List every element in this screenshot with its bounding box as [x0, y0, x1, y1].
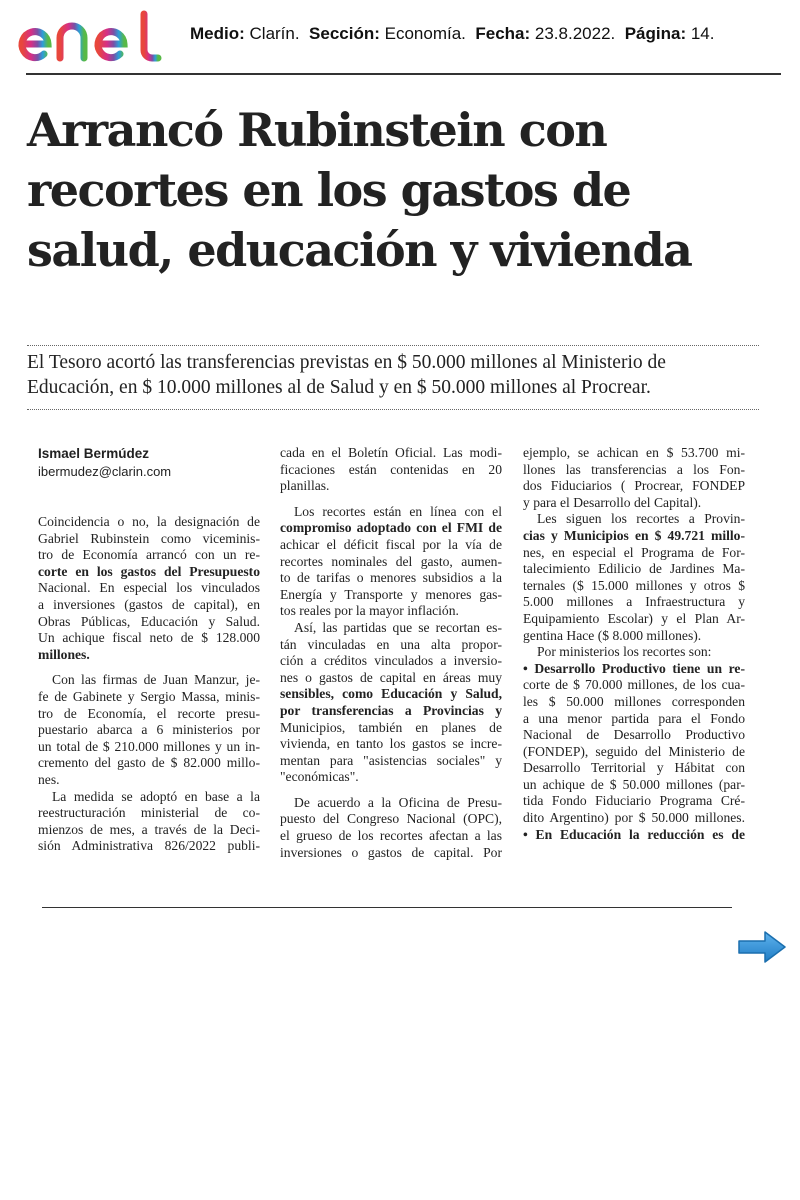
text-line: llones las transferencias a los Fon- — [523, 461, 745, 477]
text-line: Un achique fiscal neto de $ 128.000 — [38, 630, 260, 646]
text-line: ejemplo, se achican en $ 53.700 mi- — [523, 445, 745, 460]
text-line: nes. — [38, 771, 60, 787]
text-line: Nacional de Desarrollo Productivo — [523, 727, 745, 743]
fecha-value: 23.8.2022. — [534, 24, 616, 43]
text-line: tida Fondo Fiduciario Programa Cré- — [523, 793, 745, 809]
article-column-1 — [38, 445, 260, 855]
text-line: "económicas". — [280, 769, 359, 785]
text-line: Así, las partidas que se recortan es- — [294, 619, 502, 635]
text-line: tos reales por la mayor inflación. — [280, 603, 459, 619]
text-line: el grueso de los recortes afectan a las — [280, 828, 502, 844]
text-line: De acuerdo a la Oficina de Presu- — [294, 794, 502, 810]
text-line: (FONDEP), seguido del Ministerio de — [523, 743, 745, 759]
text-line: un total de $ 210.000 millones y un in- — [38, 738, 260, 754]
text-line: tro de Economía, el recorte presu- — [38, 705, 260, 721]
lede-divider-bottom — [27, 409, 759, 410]
text-line: a inversiones (gastos de capital), en — [38, 596, 260, 612]
text-line: Por ministerios los recortes son: — [537, 644, 712, 660]
text-line: compromiso adoptado con el FMI de — [280, 520, 502, 536]
text-line: achicar el déficit fiscal por la vía de — [280, 536, 502, 552]
medio-label: Medio: — [190, 24, 245, 43]
text-line: cremento del gasto de $ 82.000 millo- — [38, 755, 260, 771]
article-column-2 — [280, 445, 502, 861]
text-line: sión Administrativa 826/2022 publi- — [38, 838, 260, 854]
text-line: fe de Gabinete y Sergio Massa, minis- — [38, 688, 260, 704]
text-line: ción a créditos vinculados a inversio- — [280, 653, 502, 669]
text-line: mienzos de mes, a través de la Deci- — [38, 821, 260, 837]
source-header — [190, 24, 714, 44]
text-line: recortes nominales del gasto, aumen- — [280, 553, 502, 569]
text-line: un achique de $ 50.000 millones (par- — [523, 776, 745, 792]
headline-line: recortes en los gastos de — [27, 163, 631, 217]
text-line: corte en los gastos del Presupuesto — [38, 563, 260, 579]
text-line: • Desarrollo Productivo tiene un re- — [523, 660, 745, 676]
text-line: tro de Economía arrancó con un re- — [38, 547, 260, 563]
pagina-label: Página: — [624, 24, 687, 43]
text-line: ternales ($ 15.000 millones y otros $ — [523, 577, 745, 593]
text-line: corte de $ 70.000 millones, de los cua- — [523, 677, 745, 693]
text-line: Municipios, también en planes de — [280, 719, 502, 735]
text-line: vivienda, en tanto los gastos se incre- — [280, 736, 502, 752]
text-line: Desarrollo Territorial y Hábitat con — [523, 760, 745, 776]
lede — [27, 350, 767, 400]
footer-divider — [42, 907, 732, 908]
text-line: • En Educación la reducción es de — [523, 826, 745, 842]
text-line: planillas. — [280, 478, 330, 494]
text-line: gentina Hace ($ 8.000 millones). — [523, 627, 702, 643]
text-line: reestructuración ministerial de co- — [38, 805, 260, 821]
text-line: por transferencias a Provincias y — [280, 702, 502, 718]
headline-line: Arrancó Rubinstein con — [27, 103, 607, 157]
seccion-value: Economía. — [384, 24, 466, 43]
lede-divider-top — [27, 345, 759, 346]
text-line: millones. — [38, 646, 90, 662]
text-line: Nacional. En especial los vinculados — [38, 580, 260, 596]
text-line: Les siguen los recortes a Provin- — [537, 511, 745, 527]
byline-author: Ismael Bermúdez — [38, 446, 150, 461]
text-line: Equipamiento Escolar) y el Plan Ar- — [523, 610, 745, 626]
seccion-label: Sección: — [309, 24, 380, 43]
text-line: talecimiento Edilicio de Jardines Ma- — [523, 561, 745, 577]
text-line: nes, en especial el Programa de For- — [523, 544, 745, 560]
article-column-3 — [523, 445, 745, 843]
text-line: a una menor partida para el Fondo — [523, 710, 745, 726]
text-line: cada en el Boletín Oficial. Las modi- — [280, 445, 502, 460]
text-line: puestario abarca a 6 ministerios por — [38, 722, 260, 738]
text-line: cias y Municipios en $ 49.721 millo- — [523, 527, 745, 543]
headline-line: salud, educación y vivienda — [27, 223, 692, 277]
text-line: Coincidencia o no, la designación de — [38, 514, 260, 529]
byline-email[interactable]: ibermudez@clarin.com — [38, 464, 172, 479]
fecha-label: Fecha: — [475, 24, 531, 43]
arrow-right-icon[interactable] — [737, 930, 787, 964]
text-line: mentan para "asistencias sociales" y — [280, 752, 502, 768]
lede-line: El Tesoro acortó las transferencias previstas en $ 50.000 millones al Ministerio de — [27, 352, 666, 373]
text-line: La medida se adoptó en base a la — [52, 788, 260, 804]
text-line: Energía y Transporte y menores gas- — [280, 586, 502, 602]
headline — [27, 100, 787, 280]
text-line: sensibles, como Educación y Salud, — [280, 686, 502, 702]
enel-logo — [16, 6, 171, 68]
text-line: les $ 50.000 millones corresponden — [523, 693, 745, 709]
text-line: y para el Desarrollo del Capital). — [523, 494, 702, 510]
text-line: nes o gastos de capital en áreas muy — [280, 669, 502, 685]
lede-line: Educación, en $ 10.000 millones al de Salud y en $ 50.000 millones al Procrear. — [27, 377, 651, 398]
text-line: inversiones o gastos de capital. Por — [280, 844, 502, 860]
text-line: puesto del Congreso Nacional (OPC), — [280, 811, 502, 827]
text-line: Obras Públicas, Educación y Salud. — [38, 613, 260, 629]
pagina-value: 14. — [690, 24, 715, 43]
text-line: 5.000 millones a Infraestructura y — [523, 594, 745, 610]
medio-value: Clarín. — [249, 24, 300, 43]
text-line: tán vinculadas en una alta propor- — [280, 636, 502, 652]
text-line: Gabriel Rubinstein como viceminis- — [38, 530, 260, 546]
text-line: dos Fiduciarios ( Procrear, FONDEP — [523, 478, 745, 494]
text-line: Los recortes están en línea con el — [294, 503, 502, 519]
text-line: ficaciones están contenidas en 20 — [280, 461, 502, 477]
text-line: to de tarifas o menores subsidios a la — [280, 570, 502, 586]
text-line: dito Argentino) por $ 50.000 millones. — [523, 810, 745, 826]
text-line: Con las firmas de Juan Manzur, je- — [52, 672, 260, 688]
header-divider — [26, 73, 781, 75]
